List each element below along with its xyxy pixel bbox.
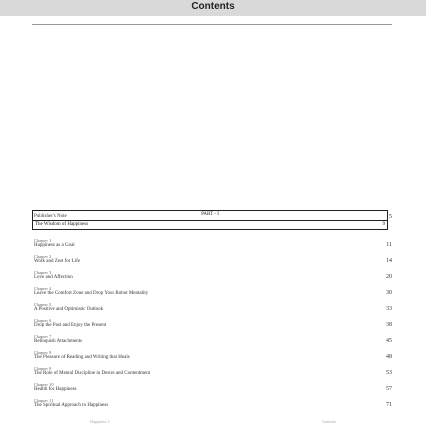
toc-chapter-label: Chapter 8 (34, 350, 52, 355)
toc-chapter-page: 38 (386, 322, 392, 328)
toc-chapter-label: Chapter 5 (34, 302, 52, 307)
toc-chapter-title: Drop the Past and Enjoy the Present (34, 323, 107, 328)
toc-chapter-label: Chapter 11 (34, 398, 54, 403)
toc-chapter-label: Chapter 3 (34, 270, 52, 275)
toc-chapter-title: A Positive and Optimistic Outlook (34, 307, 104, 312)
part-title: The Wisdom of Happiness (35, 222, 89, 227)
toc-chapter-title: Love and Affection (34, 275, 73, 280)
toc-chapter-label: Chapter 6 (34, 318, 52, 323)
footer-right: Contents (321, 419, 336, 424)
toc-chapter-title: The Pleasure of Reading and Writing that Heals (34, 355, 130, 360)
part-box (32, 210, 388, 230)
toc-chapter-title: Relinquish Attachments (34, 339, 82, 344)
toc-chapter-page: 14 (386, 258, 392, 264)
toc-chapter-label: Chapter 4 (34, 286, 52, 291)
toc-chapter-label: Chapter 10 (34, 382, 54, 387)
front-matter-page: 5 (389, 214, 392, 220)
front-matter-label: Publisher's Note (34, 214, 67, 219)
toc-chapter-page: 48 (386, 354, 392, 360)
part-label: PART - I (201, 212, 219, 217)
toc-chapter-page: 11 (386, 242, 392, 248)
toc-chapter-page: 20 (386, 274, 392, 280)
toc-chapter-label: Chapter 9 (34, 366, 52, 371)
toc-chapter-title: The Spiritual Approach to Happiness (34, 403, 109, 408)
part-divider (33, 220, 387, 221)
toc-chapter-title: The Role of Mental Discipline in Desire and Contentment (34, 371, 151, 376)
page-title: Contents (0, 0, 426, 16)
toc-chapter-page: 33 (386, 306, 392, 312)
toc-chapter-label: Chapter 2 (34, 254, 52, 259)
toc-chapter-page: 45 (386, 338, 392, 344)
toc-chapter-title: Happiness as a Goal (34, 243, 75, 248)
toc-chapter-title: Leave the Comfort Zone and Drop Your Robot Mentality (34, 291, 149, 296)
toc-chapter-label: Chapter 1 (34, 238, 52, 243)
toc-chapter-page: 57 (386, 386, 392, 392)
toc-chapter-title: Work and Zest for Life (34, 259, 80, 264)
toc-chapter-label: Chapter 7 (34, 334, 52, 339)
part-page: 9 (382, 222, 385, 227)
toc-chapter-title: Health for Happiness (34, 387, 77, 392)
footer-left: Happiness 5 (90, 419, 110, 424)
toc-chapter-page: 53 (386, 370, 392, 376)
divider (32, 24, 392, 25)
toc-chapter-page: 71 (386, 402, 392, 408)
toc-chapter-page: 30 (386, 290, 392, 296)
